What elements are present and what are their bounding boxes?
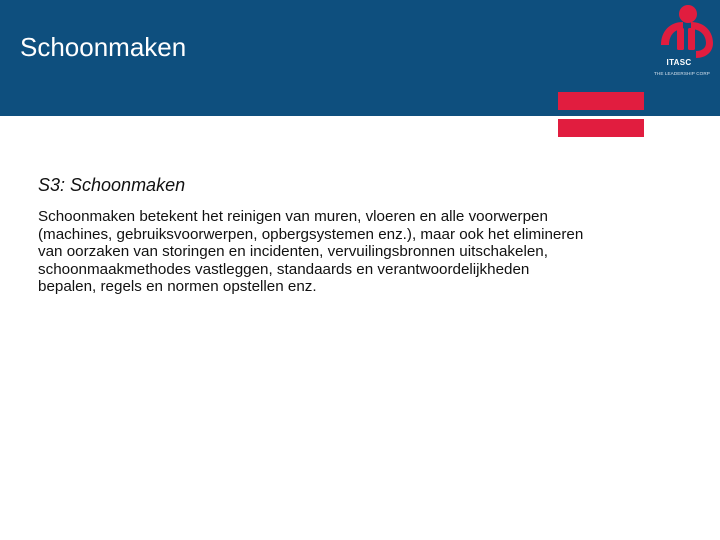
logo-name: ITASC <box>666 58 692 67</box>
body-line: bepalen, regels en normen opstellen enz. <box>38 278 317 296</box>
body-line: (machines, gebruiksvoorwerpen, opbergsystemen enz.), maar ook het elimineren <box>38 225 584 243</box>
body-line: Schoonmaken betekent het reinigen van muren, vloeren en alle voorwerpen <box>38 208 548 225</box>
itasc-logo <box>650 4 718 84</box>
itasc-logo-icon <box>650 4 718 60</box>
slide-title: Schoonmaken <box>20 32 187 62</box>
red-accent-bar-bottom <box>558 119 644 137</box>
body-line: schoonmaakmethodes vastleggen, standaards en verantwoordelijkheden <box>38 260 530 278</box>
body-line: van oorzaken van storingen en incidenten, vervuilingsbronnen uitschakelen, <box>38 243 548 261</box>
logo-tagline: THE LEADERSHIP CORP <box>654 71 710 76</box>
slide-body-text <box>38 208 710 296</box>
red-accent-bar-top <box>558 92 644 110</box>
slide-subtitle: S3: Schoonmaken <box>38 175 186 195</box>
